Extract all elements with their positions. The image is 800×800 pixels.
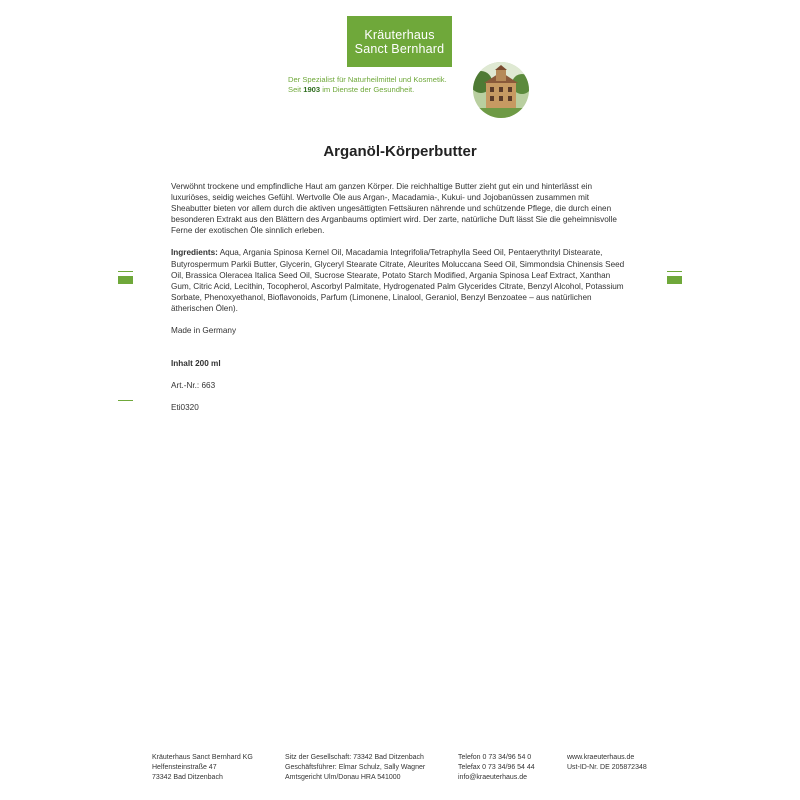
brand-logo: [347, 16, 452, 67]
tagline-suffix: im Dienste der Gesundheit.: [322, 85, 415, 94]
building-photo: [473, 62, 529, 118]
content-amount: [171, 358, 627, 369]
footer-line: Kräuterhaus Sanct Bernhard KG: [152, 754, 253, 761]
tagline-year: 1903: [303, 85, 321, 94]
footer-line: Ust-ID-Nr. DE 205872348: [567, 764, 647, 771]
footer-line: Sitz der Gesellschaft: 73342 Bad Ditzenbach: [285, 754, 424, 761]
footer-web: [567, 753, 647, 773]
footer-address: [152, 753, 253, 783]
logo-line-1: Kräuterhaus: [364, 27, 435, 42]
footer-line: 73342 Bad Ditzenbach: [152, 774, 223, 781]
logo-line-2: Sanct Bernhard: [354, 41, 445, 56]
content-amount-text: Inhalt 200 ml: [171, 359, 221, 369]
right-fold-mark: [667, 276, 682, 284]
article-number: Art.-Nr.: 663: [171, 381, 216, 391]
brand-tagline: [288, 75, 478, 95]
footer-company: [285, 753, 425, 783]
footer-line: Amtsgericht Ulm/Donau HRA 541000: [285, 774, 401, 781]
footer-line: Geschäftsführer: Elmar Schulz, Sally Wagner: [285, 764, 426, 771]
tagline-prefix: Seit: [288, 85, 302, 94]
footer-line: Helfensteinstraße 47: [152, 764, 217, 771]
right-fold-line: [667, 271, 682, 272]
product-title: Arganöl-Körperbutter: [323, 143, 477, 160]
ingredients-paragraph: [171, 247, 627, 314]
footer-website[interactable]: www.kraeuterhaus.de: [567, 754, 635, 761]
footer-email[interactable]: info@kraeuterhaus.de: [458, 774, 527, 781]
building-illustration: [473, 62, 529, 118]
product-description: Verwöhnt trockene und empfindliche Haut am ganzen Körper. Die reichhaltige Butter zieht gut ein und hinterlässt ein luxuriöses, seidig weiches Gefühl. Wertvolle Öle aus Argan-, Macadamia-, Kukui- und Jojobanüssen zusammen mit Sheabutter bieten vor allem durch die aktiven ungesättigten Fettsäuren nährende und schützende Pflege, die durch einen besonderen Extrakt aus den Blättern des Arganbaums optimiert wird. Der zarte, natürliche Duft lässt Sie die geheimnisvolle Ferne der exotischen Öle sinnlich erleben.: [171, 182, 617, 236]
tagline-line-1: Der Spezialist für Naturheilmittel und Kosmetik.: [288, 75, 447, 84]
ingredients-label: Ingredients:: [171, 248, 218, 258]
footer-line: Telefon 0 73 34/96 54 0: [458, 754, 532, 761]
footer-contact: [458, 753, 535, 783]
tagline-line-2: [288, 85, 478, 95]
ingredients-text: Aqua, Argania Spinosa Kernel Oil, Macadamia Integrifolia/Tetraphylla Seed Oil, Pentaerythrityl Distearate, Butyrospermum Parkii Butter, Glycerin, Glyceryl Stearate Citrate, Aleurites Moluccana Seed Oil, Simmondsia Chinensis Seed Oil, Brassica Oleracea Italica Seed Oil, Sucrose Stearate, Potato Starch Modified, Argania Spinosa Leaf Extract, Xanthan Gum, Citric Acid, Lecithin, Tocopherol, Ascorbyl Palmitate, Hydrogenated Palm Glycerides Citrate, Benzyl Alcohol, Potassium Sorbate, Phenoxyethanol, Bioflavonoids, Parfum (Limonene, Linalool, Geraniol, Benzyl Benzoatee – aus natürlichen ätherischen Ölen).: [171, 248, 625, 313]
origin-text: Made in Germany: [171, 326, 237, 336]
left-fold-line: [118, 271, 133, 272]
left-fold-mark: [118, 276, 133, 284]
product-content: [171, 181, 627, 424]
left-punch-line: [118, 400, 133, 401]
label-code: Eti0320: [171, 403, 199, 413]
footer-line: Telefax 0 73 34/96 54 44: [458, 764, 535, 771]
